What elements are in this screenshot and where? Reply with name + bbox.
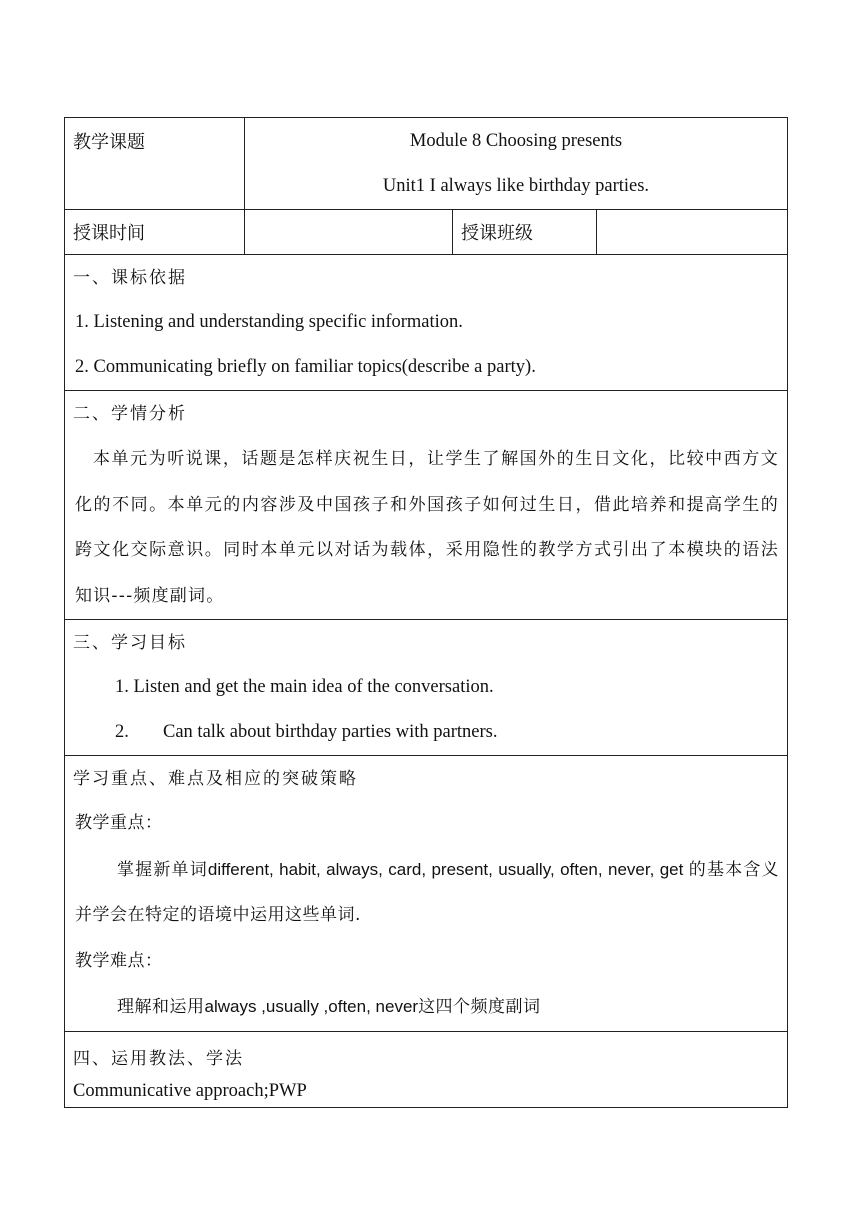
section-standards (65, 255, 788, 391)
lesson-plan-table (64, 117, 788, 1108)
key-point-suffix: 的基本含义并学会在特定的语境中运用这些单词. (75, 859, 780, 925)
objective-item-2-number: 2. (115, 722, 129, 742)
standards-heading: 一、课标依据 (73, 268, 187, 288)
time-label: 授课时间 (73, 223, 145, 244)
objective-item-1: 1. Listen and get the main idea of the conversation. (115, 677, 494, 697)
section-methods (65, 1031, 788, 1107)
schedule-row (65, 210, 788, 255)
difficulty-suffix: 这四个频度副词 (418, 997, 541, 1017)
key-point-words: different, habit, always, card, present, usually, often, never, get (207, 859, 689, 879)
standards-item-2: 2. Communicating briefly on familiar topics(describe a party). (75, 357, 536, 377)
difficulty-prefix: 理解和运用 (117, 997, 205, 1017)
methods-heading: 四、运用教法、学法 (73, 1048, 244, 1069)
time-value-cell (245, 210, 453, 255)
section-analysis (65, 391, 788, 620)
objective-item-2-text: Can talk about birthday parties with partners. (163, 722, 498, 742)
time-label-cell (65, 210, 245, 255)
standards-item-1: 1. Listening and understanding specific information. (75, 312, 463, 332)
key-point-prefix: 掌握新单词 (117, 859, 208, 880)
methods-text: Communicative approach;PWP (73, 1080, 307, 1101)
key-point-label: 教学重点： (75, 813, 163, 833)
topic-label-cell (65, 118, 245, 210)
module-title: Module 8 Choosing presents (409, 131, 623, 151)
objectives-heading: 三、学习目标 (73, 633, 187, 653)
analysis-paragraph: 本单元为听说课，话题是怎样庆祝生日，让学生了解国外的生日文化，比较中西方文化的不同。本单元的内容涉及中国孩子和外国孩子如何过生日，借此培养和提高学生的跨文化交际意识。同时本单元以对话为载体，采用隐性的教学方式引出了本模块的语法知识---频度副词。 (75, 449, 779, 606)
topic-value-cell (245, 118, 788, 210)
key-point-text (75, 847, 779, 939)
keypoints-heading: 学习重点、难点及相应的突破策略 (73, 769, 358, 789)
unit-title: Unit1 I always like birthday parties. (382, 176, 650, 196)
analysis-heading: 二、学情分析 (73, 404, 187, 424)
difficulty-label: 教学难点： (75, 950, 163, 971)
topic-row (65, 118, 788, 210)
section-objectives (65, 620, 788, 756)
difficulty-text (75, 984, 779, 1031)
class-label-cell (453, 210, 597, 255)
class-value-cell (597, 210, 788, 255)
section-keypoints (65, 756, 788, 1032)
objective-item-2 (65, 710, 787, 755)
class-label: 授课班级 (461, 223, 533, 244)
difficulty-words: always ,usually ,often, never (204, 997, 419, 1016)
topic-label: 教学课题 (73, 132, 145, 153)
